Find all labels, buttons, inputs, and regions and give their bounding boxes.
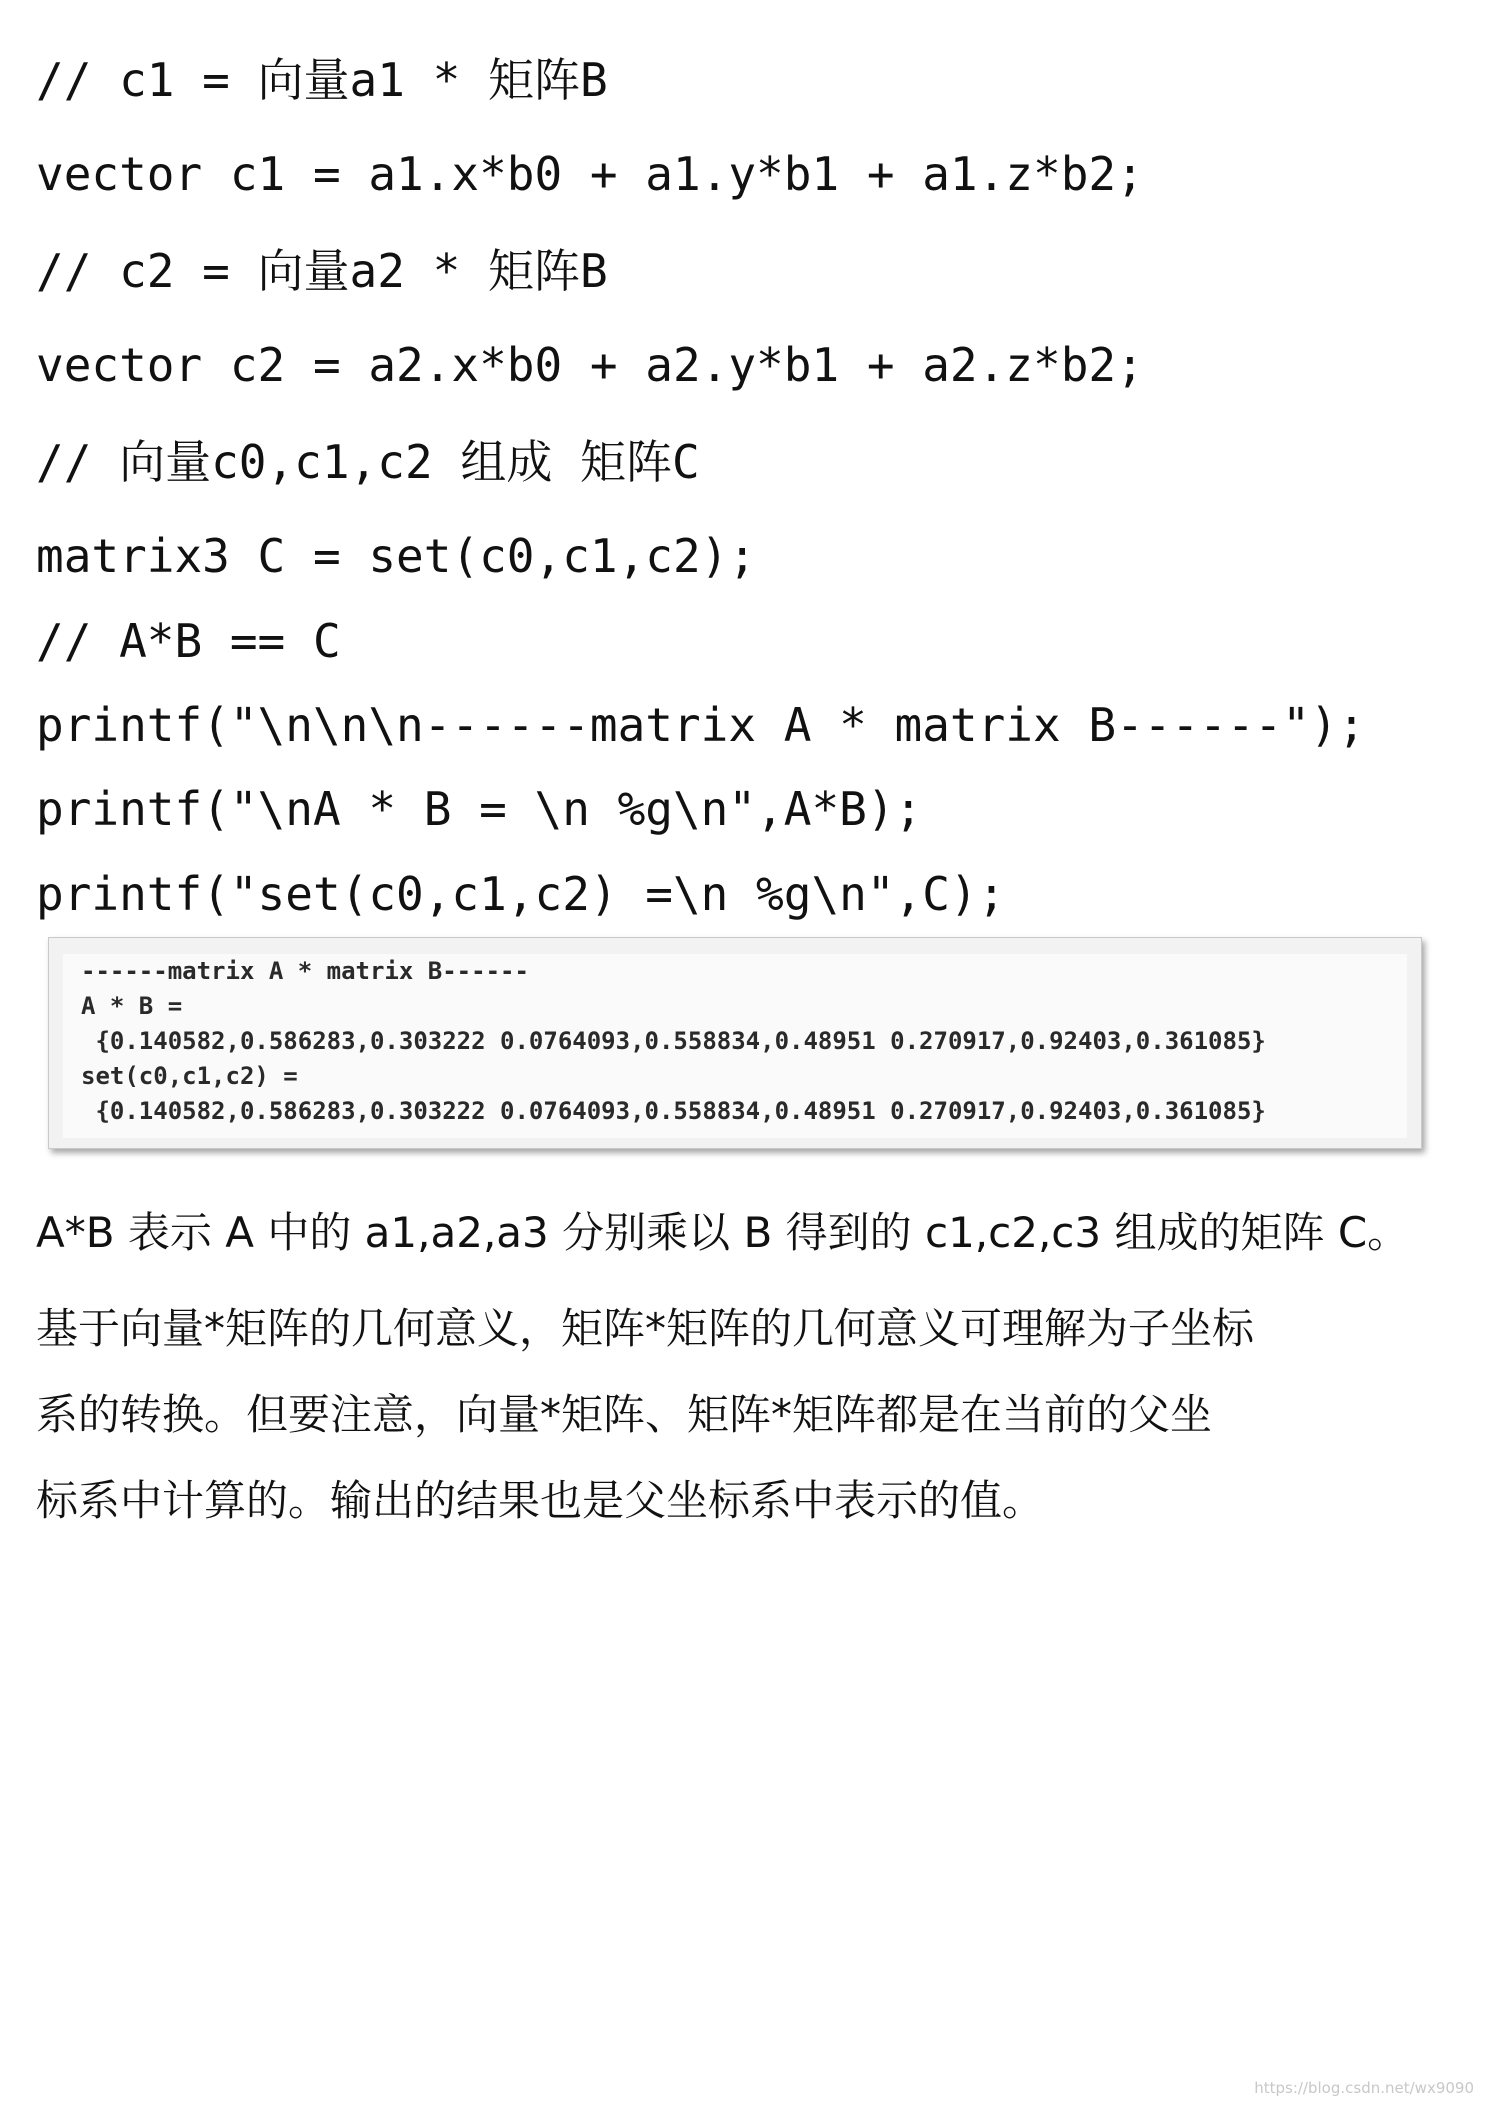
console-line-ab-value: {0.140582,0.586283,0.303222 0.0764093,0.558834,0.48951 0.270917,0.92403,0.361085} — [81, 1027, 1266, 1055]
code-line-comment-equality: // A*B == C — [36, 614, 341, 668]
console-line-header: ------matrix A * matrix B------ — [81, 957, 529, 985]
paragraph-ab-explanation: A*B 表示 A 中的 a1,a2,a3 分别乘以 B 得到的 c1,c2,c3 组成的矩阵 C。 — [36, 1208, 1410, 1257]
paragraph-line-1: 基于向量*矩阵的几何意义，矩阵*矩阵的几何意义可理解为子坐标 — [36, 1304, 1255, 1353]
code-line-vector-c1: vector c1 = a1.x*b0 + a1.y*b1 + a1.z*b2; — [36, 147, 1144, 201]
paragraph-line-2: 系的转换。但要注意，向量*矩阵、矩阵*矩阵都是在当前的父坐 — [36, 1390, 1213, 1439]
console-output-screenshot — [48, 937, 1422, 1149]
console-output-area — [63, 954, 1407, 1138]
paragraph-line-3: 标系中计算的。输出的结果也是父坐标系中表示的值。 — [36, 1476, 1045, 1525]
code-line-printf-header: printf("\n\n\n------matrix A * matrix B------"); — [36, 698, 1366, 752]
code-line-matrix3-c: matrix3 C = set(c0,c1,c2); — [36, 529, 757, 583]
console-line-set-label: set(c0,c1,c2) = — [81, 1062, 298, 1090]
code-line-comment-c1: // c1 = 向量a1 * 矩阵B — [36, 53, 608, 107]
code-line-comment-matrix-c: // 向量c0,c1,c2 组成 矩阵C — [36, 435, 700, 489]
code-line-comment-c2: // c2 = 向量a2 * 矩阵B — [36, 244, 608, 298]
watermark-url: https://blog.csdn.net/wx9090 — [1254, 2079, 1474, 2097]
console-line-set-value: {0.140582,0.586283,0.303222 0.0764093,0.558834,0.48951 0.270917,0.92403,0.361085} — [81, 1097, 1266, 1125]
code-line-printf-ab: printf("\nA * B = \n %g\n",A*B); — [36, 782, 923, 836]
console-line-ab-label: A * B = — [81, 992, 183, 1020]
code-line-vector-c2: vector c2 = a2.x*b0 + a2.y*b1 + a2.z*b2; — [36, 338, 1144, 392]
code-line-printf-set: printf("set(c0,c1,c2) =\n %g\n",C); — [36, 867, 1006, 921]
